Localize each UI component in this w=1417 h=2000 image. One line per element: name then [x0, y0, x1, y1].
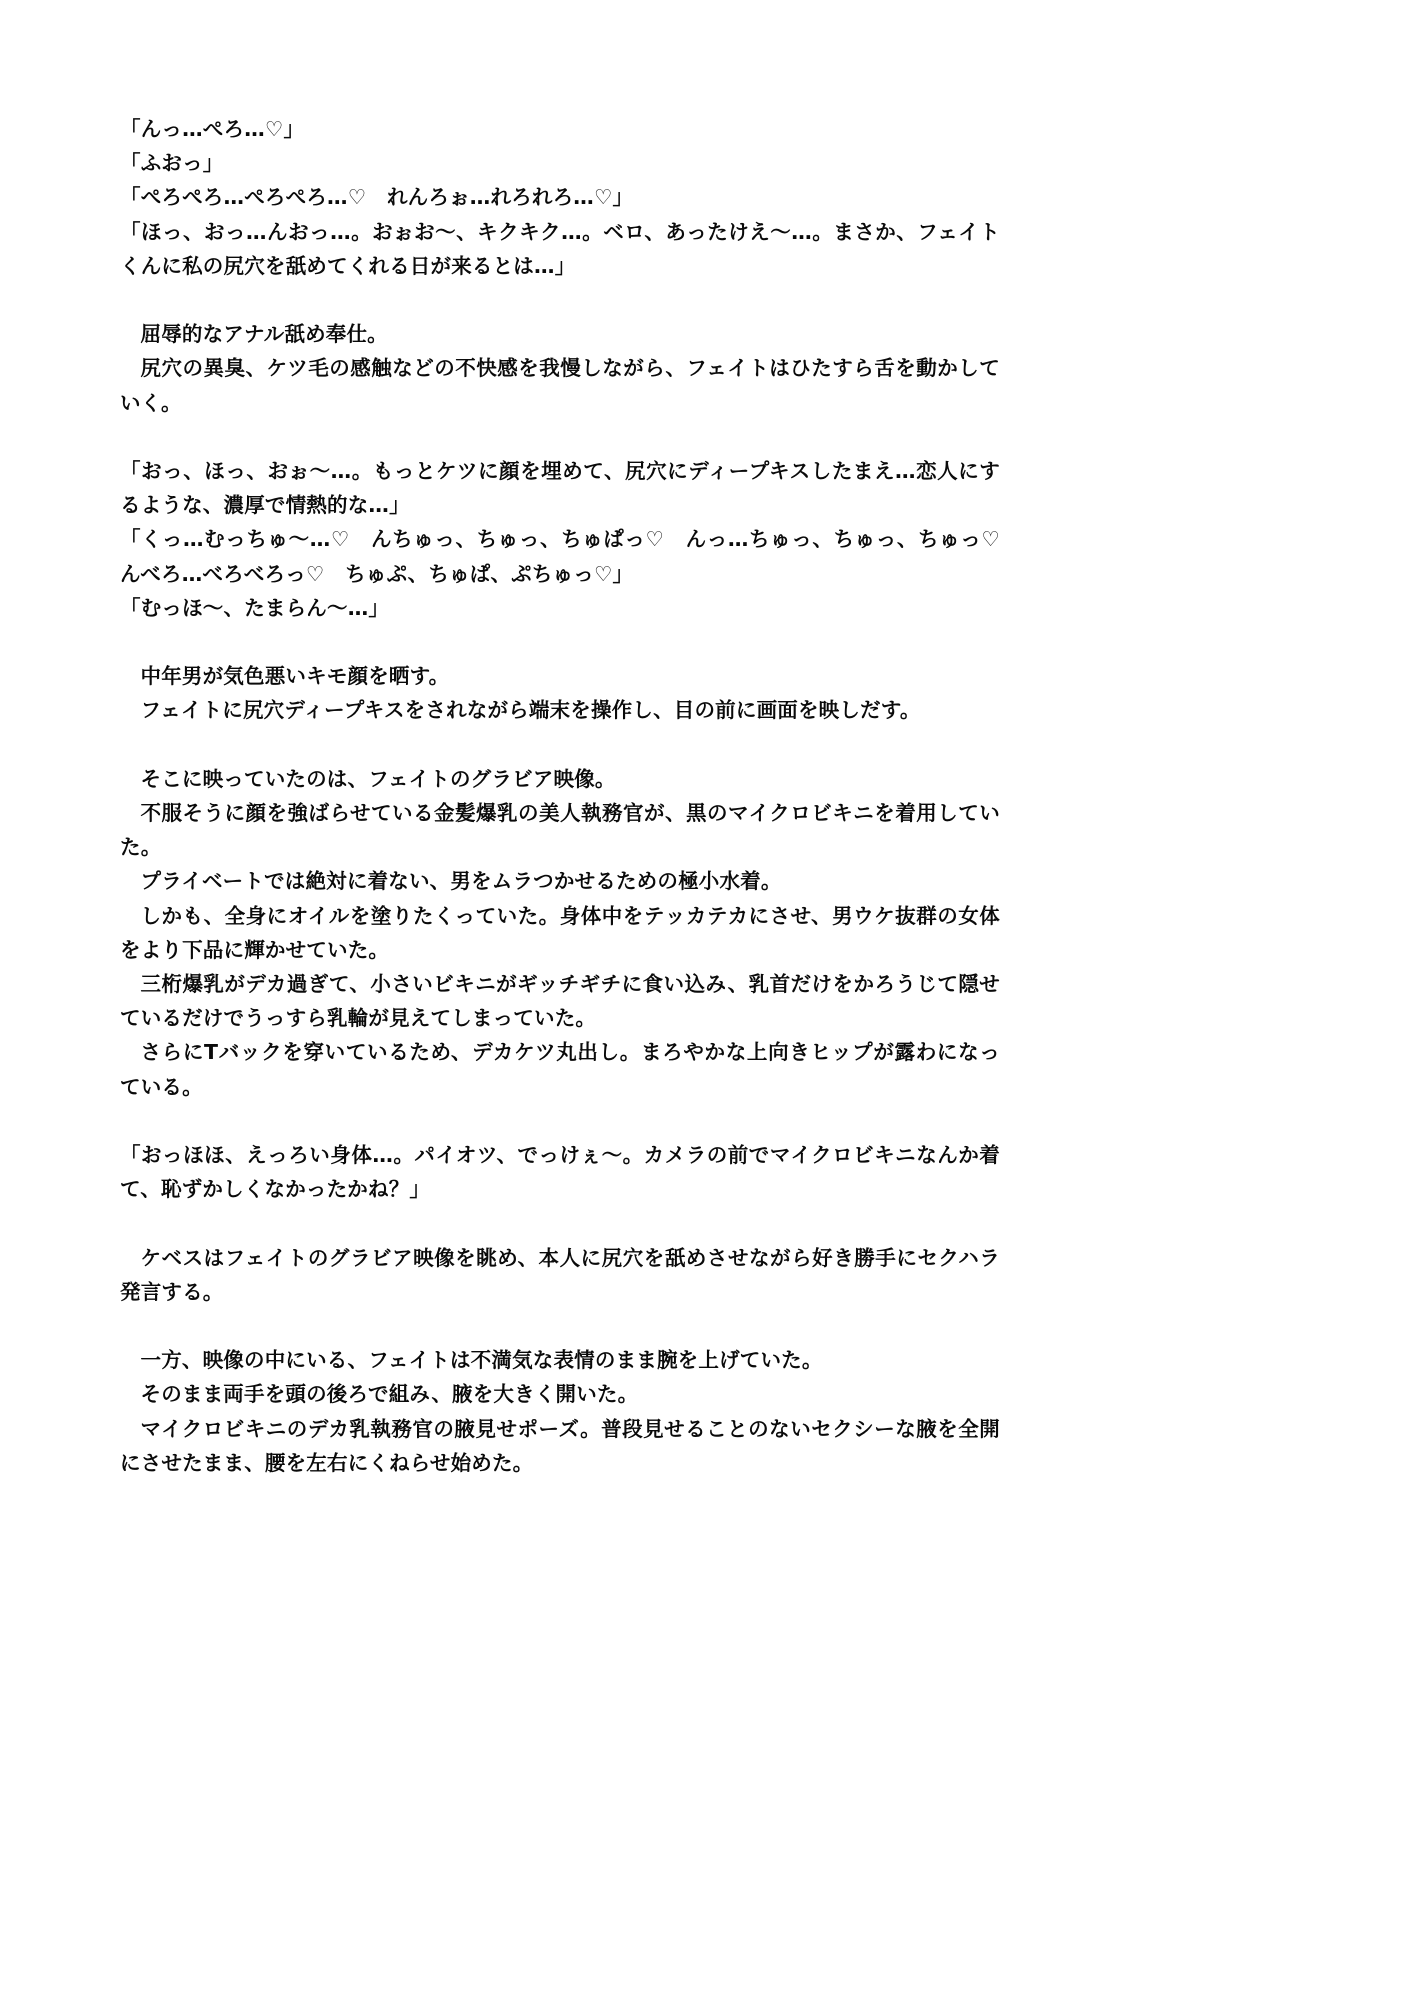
paragraph-spacer	[120, 1206, 1000, 1240]
narration-block	[120, 1241, 1000, 1309]
narration-line: 屈辱的なアナル舐め奉仕。	[140, 322, 388, 347]
narration-block	[120, 317, 1000, 420]
paragraph-spacer	[120, 420, 1000, 454]
narration-block	[120, 659, 1000, 727]
narration-line: ケベスはフェイトのグラビア映像を眺め、本人に尻穴を舐めさせながら好き勝手にセクハラ発言する。	[120, 1245, 1000, 1304]
paragraph-spacer	[120, 1104, 1000, 1138]
narration-line: 不服そうに顔を強ばらせている金髪爆乳の美人執務官が、黒のマイクロビキニを着用していた。	[120, 801, 1000, 860]
paragraph-spacer	[120, 728, 1000, 762]
dialogue-line: 「ぺろぺろ…ぺろぺろ…♡ れんろぉ…れろれろ…♡」	[120, 185, 634, 210]
narration-line: 尻穴の異臭、ケツ毛の感触などの不快感を我慢しながら、フェイトはひたすら舌を動かしていく。	[120, 356, 1000, 415]
dialogue-line: 「おっほほ、えっろい身体…。パイオツ、でっけぇ〜。カメラの前でマイクロビキニなんか着て、恥ずかしくなかったかね？」	[120, 1143, 1000, 1202]
dialogue-line: 「ふおっ」	[120, 151, 224, 176]
dialogue-line: 「んっ…ぺろ…♡」	[120, 117, 305, 141]
narration-line: 三桁爆乳がデカ過ぎて、小さいビキニがギッチギチに食い込み、乳首だけをかろうじて隠せているだけでうっすら乳輪が見えてしまっていた。	[120, 972, 1000, 1031]
dialogue-block	[120, 112, 1000, 283]
dialogue-line: 「ほっ、おっ…んおっ…。おぉお〜、キクキク…。ベロ、あったけえ〜…。まさか、フェイトくんに私の尻穴を舐めてくれる日が来るとは…」	[120, 219, 1000, 278]
narration-line: しかも、全身にオイルを塗りたくっていた。身体中をテッカテカにさせ、男ウケ抜群の女体をより下品に輝かせていた。	[120, 903, 1000, 962]
dialogue-line: 「くっ…むっちゅ〜…♡ んちゅっ、ちゅっ、ちゅぱっ♡ んっ…ちゅっ、ちゅっ、ちゅっ♡ んべろ…べろべろっ♡ ちゅぷ、ちゅぱ、ぷちゅっ♡」	[120, 527, 1021, 586]
paragraph-spacer	[120, 1309, 1000, 1343]
narration-block	[120, 1343, 1000, 1480]
narration-block	[120, 762, 1000, 1104]
dialogue-block	[120, 454, 1021, 625]
narration-line: 一方、映像の中にいる、フェイトは不満気な表情のまま腕を上げていた。	[140, 1348, 823, 1373]
paragraph-spacer	[120, 625, 1000, 659]
narration-line: 中年男が気色悪いキモ顔を晒す。	[140, 664, 450, 689]
dialogue-line: 「おっ、ほっ、おぉ〜…。もっとケツに顔を埋めて、尻穴にディープキスしたまえ…恋人にするような、濃厚で情熱的な…」	[120, 459, 1000, 518]
dialogue-block	[120, 1138, 1000, 1206]
narration-line: そのまま両手を頭の後ろで組み、腋を大きく開いた。	[140, 1382, 639, 1407]
narration-line: プライベートでは絶対に着ない、男をムラつかせるための極小水着。	[140, 869, 782, 894]
narration-line: フェイトに尻穴ディープキスをされながら端末を操作し、目の前に画面を映しだす。	[140, 698, 921, 723]
narration-line: マイクロビキニのデカ乳執務官の腋見せポーズ。普段見せることのないセクシーな腋を全開にさせたまま、腰を左右にくねらせ始めた。	[120, 1416, 1000, 1475]
text-column	[120, 112, 1021, 1480]
narration-line: そこに映っていたのは、フェイトのグラビア映像。	[140, 766, 616, 791]
paragraph-spacer	[120, 283, 1000, 317]
dialogue-line: 「むっほ〜、たまらん〜…」	[120, 595, 390, 620]
narration-line: さらにTバックを穿いているため、デカケツ丸出し。まろやかな上向きヒップが露わになっている。	[120, 1040, 1000, 1099]
